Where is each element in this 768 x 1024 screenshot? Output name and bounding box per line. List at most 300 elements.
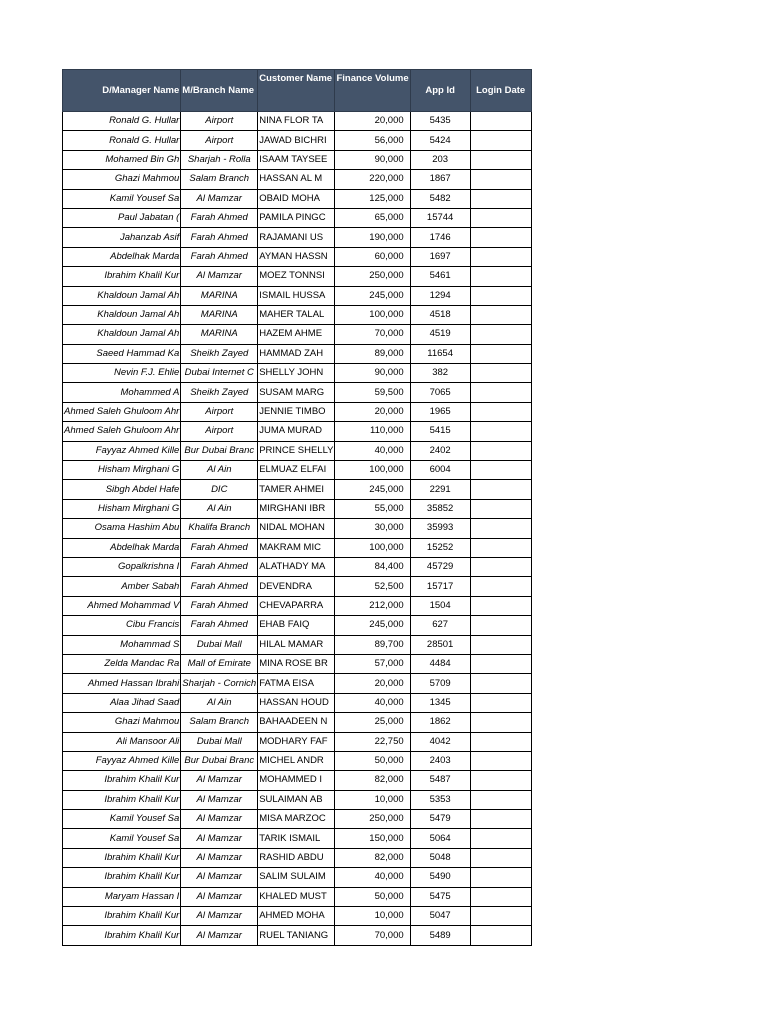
manager-cell[interactable]: Ibrahim Khalil Kur [63, 907, 181, 926]
customer-cell[interactable]: TAMER AHMEI [258, 480, 335, 499]
table-row [63, 907, 532, 926]
volume-cell[interactable]: 30,000 [335, 519, 410, 538]
branch-cell[interactable]: Farah Ahmed [181, 557, 258, 576]
app-id-cell[interactable]: 5479 [410, 810, 470, 829]
customer-cell[interactable]: MICHEL ANDR [258, 751, 335, 770]
branch-cell[interactable]: Al Mamzar [181, 829, 258, 848]
manager-cell[interactable]: Abdelhak Marda [63, 247, 181, 266]
customer-cell[interactable]: MODHARY FAF [258, 732, 335, 751]
manager-cell[interactable]: Mohamed Bin Gh [63, 150, 181, 169]
branch-cell[interactable]: Al Mamzar [181, 926, 258, 945]
app-id-cell[interactable]: 11654 [410, 344, 470, 363]
manager-cell[interactable]: Saeed Hammad Ka [63, 344, 181, 363]
app-id-cell[interactable]: 5709 [410, 674, 470, 693]
branch-cell[interactable]: Farah Ahmed [181, 538, 258, 557]
manager-cell[interactable]: Ronald G. Hullar [63, 112, 181, 131]
header-customer[interactable]: Customer Name [258, 70, 335, 112]
manager-cell[interactable]: Ahmed Saleh Ghuloom Ahr [63, 402, 181, 421]
volume-cell[interactable]: 57,000 [335, 654, 410, 673]
customer-cell[interactable]: FATMA EISA [258, 674, 335, 693]
login-date-cell[interactable] [470, 131, 531, 150]
table-row [63, 499, 532, 518]
manager-cell[interactable]: Ahmed Saleh Ghuloom Ahr [63, 422, 181, 441]
manager-cell[interactable]: Paul Jabatan ( [63, 208, 181, 227]
app-id-cell[interactable]: 2291 [410, 480, 470, 499]
app-id-cell[interactable]: 5461 [410, 267, 470, 286]
table-row [63, 713, 532, 732]
login-date-cell[interactable] [470, 422, 531, 441]
app-id-cell[interactable]: 382 [410, 364, 470, 383]
header-volume[interactable]: Finance Volume [335, 70, 410, 112]
branch-cell[interactable]: Al Mamzar [181, 267, 258, 286]
table-row [63, 519, 532, 538]
customer-cell[interactable]: MIRGHANI IBR [258, 499, 335, 518]
branch-cell[interactable]: Farah Ahmed [181, 577, 258, 596]
volume-cell[interactable]: 100,000 [335, 305, 410, 324]
app-id-cell[interactable]: 5435 [410, 112, 470, 131]
manager-cell[interactable]: Khaldoun Jamal Ah [63, 325, 181, 344]
table-row [63, 286, 532, 305]
branch-cell[interactable]: Khalifa Branch [181, 519, 258, 538]
customer-cell[interactable]: JAWAD BICHRI [258, 131, 335, 150]
manager-cell[interactable]: Ibrahim Khalil Kur [63, 771, 181, 790]
branch-cell[interactable]: Al Mamzar [181, 887, 258, 906]
manager-cell[interactable]: Ahmed Mohammad V [63, 596, 181, 615]
app-id-cell[interactable]: 35993 [410, 519, 470, 538]
volume-cell[interactable]: 245,000 [335, 286, 410, 305]
login-date-cell[interactable] [470, 887, 531, 906]
login-date-cell[interactable] [470, 208, 531, 227]
app-id-cell[interactable]: 1345 [410, 693, 470, 712]
volume-cell[interactable]: 50,000 [335, 887, 410, 906]
customer-cell[interactable]: NIDAL MOHAN [258, 519, 335, 538]
app-id-cell[interactable]: 5424 [410, 131, 470, 150]
volume-cell[interactable]: 125,000 [335, 189, 410, 208]
manager-cell[interactable]: Mohammad S [63, 635, 181, 654]
branch-cell[interactable]: Al Mamzar [181, 868, 258, 887]
manager-cell[interactable]: Ibrahim Khalil Kur [63, 848, 181, 867]
customer-cell[interactable]: MINA ROSE BR [258, 654, 335, 673]
branch-cell[interactable]: DIC [181, 480, 258, 499]
app-id-cell[interactable]: 203 [410, 150, 470, 169]
volume-cell[interactable]: 70,000 [335, 325, 410, 344]
volume-cell[interactable]: 150,000 [335, 829, 410, 848]
customer-cell[interactable]: SHELLY JOHN [258, 364, 335, 383]
volume-cell[interactable]: 82,000 [335, 848, 410, 867]
customer-cell[interactable]: SALIM SULAIM [258, 868, 335, 887]
login-date-cell[interactable] [470, 635, 531, 654]
login-date-cell[interactable] [470, 674, 531, 693]
volume-cell[interactable]: 56,000 [335, 131, 410, 150]
app-id-cell[interactable]: 5047 [410, 907, 470, 926]
manager-cell[interactable]: Sibgh Abdel Hafe [63, 480, 181, 499]
volume-cell[interactable]: 20,000 [335, 402, 410, 421]
manager-cell[interactable]: Kamil Yousef Sa [63, 829, 181, 848]
customer-cell[interactable]: TARIK ISMAIL [258, 829, 335, 848]
app-id-cell[interactable]: 2403 [410, 751, 470, 770]
login-date-cell[interactable] [470, 810, 531, 829]
customer-cell[interactable]: AHMED MOHA [258, 907, 335, 926]
volume-cell[interactable]: 110,000 [335, 422, 410, 441]
table-row [63, 868, 532, 887]
app-id-cell[interactable]: 7065 [410, 383, 470, 402]
login-date-cell[interactable] [470, 577, 531, 596]
branch-cell[interactable]: Dubai Mall [181, 635, 258, 654]
manager-cell[interactable]: Cibu Francis [63, 616, 181, 635]
volume-cell[interactable]: 40,000 [335, 868, 410, 887]
volume-cell[interactable]: 25,000 [335, 713, 410, 732]
table-row [63, 325, 532, 344]
customer-cell[interactable]: AYMAN HASSN [258, 247, 335, 266]
volume-cell[interactable]: 90,000 [335, 364, 410, 383]
app-id-cell[interactable]: 6004 [410, 461, 470, 480]
volume-cell[interactable]: 250,000 [335, 810, 410, 829]
branch-cell[interactable]: Sharjah - Cornich [181, 674, 258, 693]
login-date-cell[interactable] [470, 170, 531, 189]
app-id-cell[interactable]: 5489 [410, 926, 470, 945]
login-date-cell[interactable] [470, 751, 531, 770]
app-id-cell[interactable]: 4519 [410, 325, 470, 344]
spreadsheet [62, 69, 532, 946]
branch-cell[interactable]: Mall of Emirate [181, 654, 258, 673]
manager-cell[interactable]: Kamil Yousef Sa [63, 810, 181, 829]
volume-cell[interactable]: 212,000 [335, 596, 410, 615]
login-date-cell[interactable] [470, 228, 531, 247]
app-id-cell[interactable]: 5490 [410, 868, 470, 887]
app-id-cell[interactable]: 1504 [410, 596, 470, 615]
login-date-cell[interactable] [470, 693, 531, 712]
login-date-cell[interactable] [470, 732, 531, 751]
volume-cell[interactable]: 65,000 [335, 208, 410, 227]
volume-cell[interactable]: 82,000 [335, 771, 410, 790]
login-date-cell[interactable] [470, 829, 531, 848]
app-id-cell[interactable]: 35852 [410, 499, 470, 518]
login-date-cell[interactable] [470, 402, 531, 421]
table-row [63, 635, 532, 654]
branch-cell[interactable]: Dubai Mall [181, 732, 258, 751]
login-date-cell[interactable] [470, 771, 531, 790]
table-row [63, 751, 532, 770]
customer-cell[interactable]: MOHAMMED I [258, 771, 335, 790]
volume-cell[interactable]: 250,000 [335, 267, 410, 286]
manager-cell[interactable]: Ronald G. Hullar [63, 131, 181, 150]
login-date-cell[interactable] [470, 480, 531, 499]
volume-cell[interactable]: 190,000 [335, 228, 410, 247]
table-row [63, 170, 532, 189]
app-id-cell[interactable]: 5415 [410, 422, 470, 441]
branch-cell[interactable]: Al Ain [181, 693, 258, 712]
table-row [63, 422, 532, 441]
customer-cell[interactable]: JUMA MURAD [258, 422, 335, 441]
login-date-cell[interactable] [470, 150, 531, 169]
table-row [63, 557, 532, 576]
login-date-cell[interactable] [470, 325, 531, 344]
manager-cell[interactable]: Osama Hashim Abu [63, 519, 181, 538]
customer-cell[interactable]: MAKRAM MIC [258, 538, 335, 557]
header-row [63, 70, 532, 112]
table-row [63, 926, 532, 945]
branch-cell[interactable]: Al Mamzar [181, 907, 258, 926]
customer-cell[interactable]: MISA MARZOC [258, 810, 335, 829]
manager-cell[interactable]: Hisham Mirghani G [63, 461, 181, 480]
login-date-cell[interactable] [470, 616, 531, 635]
app-id-cell[interactable]: 5353 [410, 790, 470, 809]
branch-cell[interactable]: Salam Branch [181, 170, 258, 189]
volume-cell[interactable]: 22,750 [335, 732, 410, 751]
table-row [63, 771, 532, 790]
branch-cell[interactable]: Al Mamzar [181, 771, 258, 790]
customer-cell[interactable]: ALATHADY MA [258, 557, 335, 576]
login-date-cell[interactable] [470, 499, 531, 518]
branch-cell[interactable]: Sheikh Zayed [181, 344, 258, 363]
manager-cell[interactable]: Ghazi Mahmou [63, 713, 181, 732]
branch-cell[interactable]: Al Mamzar [181, 810, 258, 829]
branch-cell[interactable]: Dubai Internet C [181, 364, 258, 383]
volume-cell[interactable]: 50,000 [335, 751, 410, 770]
customer-cell[interactable]: MOEZ TONNSI [258, 267, 335, 286]
login-date-cell[interactable] [470, 344, 531, 363]
manager-cell[interactable]: Khaldoun Jamal Ah [63, 286, 181, 305]
volume-cell[interactable]: 20,000 [335, 674, 410, 693]
app-id-cell[interactable]: 5048 [410, 848, 470, 867]
login-date-cell[interactable] [470, 441, 531, 460]
customer-cell[interactable]: MAHER TALAL [258, 305, 335, 324]
customer-cell[interactable]: HASSAN AL M [258, 170, 335, 189]
branch-cell[interactable]: Farah Ahmed [181, 247, 258, 266]
manager-cell[interactable]: Ghazi Mahmou [63, 170, 181, 189]
manager-cell[interactable]: Ibrahim Khalil Kur [63, 926, 181, 945]
manager-cell[interactable]: Ibrahim Khalil Kur [63, 868, 181, 887]
table-row [63, 674, 532, 693]
login-date-cell[interactable] [470, 247, 531, 266]
volume-cell[interactable]: 40,000 [335, 441, 410, 460]
branch-cell[interactable]: Al Mamzar [181, 790, 258, 809]
manager-cell[interactable]: Amber Sabah [63, 577, 181, 596]
header-app-id[interactable]: App Id [410, 70, 470, 112]
login-date-cell[interactable] [470, 848, 531, 867]
app-id-cell[interactable]: 1746 [410, 228, 470, 247]
app-id-cell[interactable]: 4042 [410, 732, 470, 751]
manager-cell[interactable]: Fayyaz Ahmed Kille [63, 751, 181, 770]
app-id-cell[interactable]: 4484 [410, 654, 470, 673]
login-date-cell[interactable] [470, 305, 531, 324]
branch-cell[interactable]: Al Ain [181, 461, 258, 480]
branch-cell[interactable]: Airport [181, 402, 258, 421]
manager-cell[interactable]: Ibrahim Khalil Kur [63, 267, 181, 286]
manager-cell[interactable]: Ibrahim Khalil Kur [63, 790, 181, 809]
customer-cell[interactable]: SULAIMAN AB [258, 790, 335, 809]
volume-cell[interactable]: 59,500 [335, 383, 410, 402]
table-row [63, 189, 532, 208]
manager-cell[interactable]: Gopalkrishna I [63, 557, 181, 576]
table-row [63, 402, 532, 421]
branch-cell[interactable]: Sheikh Zayed [181, 383, 258, 402]
branch-cell[interactable]: Airport [181, 112, 258, 131]
manager-cell[interactable]: Ali Mansoor Ali [63, 732, 181, 751]
app-id-cell[interactable]: 1965 [410, 402, 470, 421]
manager-cell[interactable]: Mohammed A [63, 383, 181, 402]
table-row [63, 344, 532, 363]
manager-cell[interactable]: Maryam Hassan I [63, 887, 181, 906]
table-row [63, 654, 532, 673]
customer-cell[interactable]: HILAL MAMAR [258, 635, 335, 654]
login-date-cell[interactable] [470, 383, 531, 402]
manager-cell[interactable]: Nevin F.J. Ehlie [63, 364, 181, 383]
volume-cell[interactable]: 100,000 [335, 461, 410, 480]
table-row [63, 596, 532, 615]
login-date-cell[interactable] [470, 189, 531, 208]
table-row [63, 693, 532, 712]
table-row [63, 131, 532, 150]
table-row [63, 364, 532, 383]
customer-cell[interactable]: HAZEM AHME [258, 325, 335, 344]
customer-cell[interactable]: RUEL TANIANG [258, 926, 335, 945]
app-id-cell[interactable]: 5487 [410, 771, 470, 790]
app-id-cell[interactable]: 45729 [410, 557, 470, 576]
app-id-cell[interactable]: 15717 [410, 577, 470, 596]
volume-cell[interactable]: 40,000 [335, 693, 410, 712]
table-row [63, 848, 532, 867]
branch-cell[interactable]: Airport [181, 422, 258, 441]
login-date-cell[interactable] [470, 868, 531, 887]
branch-cell[interactable]: Bur Dubai Branc [181, 441, 258, 460]
login-date-cell[interactable] [470, 907, 531, 926]
login-date-cell[interactable] [470, 286, 531, 305]
login-date-cell[interactable] [470, 654, 531, 673]
branch-cell[interactable]: Farah Ahmed [181, 228, 258, 247]
manager-cell[interactable]: Khaldoun Jamal Ah [63, 305, 181, 324]
customer-cell[interactable]: KHALED MUST [258, 887, 335, 906]
volume-cell[interactable]: 84,400 [335, 557, 410, 576]
header-login-date[interactable]: Login Date [470, 70, 531, 112]
login-date-cell[interactable] [470, 364, 531, 383]
app-id-cell[interactable]: 1862 [410, 713, 470, 732]
manager-cell[interactable]: Jahanzab Asif [63, 228, 181, 247]
manager-cell[interactable]: Fayyaz Ahmed Kille [63, 441, 181, 460]
app-id-cell[interactable]: 627 [410, 616, 470, 635]
branch-cell[interactable]: Al Mamzar [181, 189, 258, 208]
branch-cell[interactable]: MARINA [181, 325, 258, 344]
customer-cell[interactable]: SUSAM MARG [258, 383, 335, 402]
login-date-cell[interactable] [470, 519, 531, 538]
customer-cell[interactable]: ELMUAZ ELFAI [258, 461, 335, 480]
table-row [63, 267, 532, 286]
app-id-cell[interactable]: 2402 [410, 441, 470, 460]
customer-cell[interactable]: RASHID ABDU [258, 848, 335, 867]
login-date-cell[interactable] [470, 926, 531, 945]
table-row [63, 577, 532, 596]
branch-cell[interactable]: Farah Ahmed [181, 596, 258, 615]
manager-cell[interactable]: Zelda Mandac Ra [63, 654, 181, 673]
table-row [63, 616, 532, 635]
volume-cell[interactable]: 10,000 [335, 907, 410, 926]
table-row [63, 480, 532, 499]
customer-cell[interactable]: PAMILA PINGC [258, 208, 335, 227]
login-date-cell[interactable] [470, 538, 531, 557]
branch-cell[interactable]: Bur Dubai Branc [181, 751, 258, 770]
header-branch[interactable]: M/Branch Name [181, 70, 258, 112]
login-date-cell[interactable] [470, 557, 531, 576]
app-id-cell[interactable]: 1867 [410, 170, 470, 189]
branch-cell[interactable]: Al Ain [181, 499, 258, 518]
volume-cell[interactable]: 60,000 [335, 247, 410, 266]
customer-cell[interactable]: CHEVAPARRA [258, 596, 335, 615]
manager-cell[interactable]: Hisham Mirghani G [63, 499, 181, 518]
manager-cell[interactable]: Kamil Yousef Sa [63, 189, 181, 208]
volume-cell[interactable]: 89,000 [335, 344, 410, 363]
header-manager[interactable]: D/Manager Name [63, 70, 181, 112]
app-id-cell[interactable]: 1294 [410, 286, 470, 305]
branch-cell[interactable]: MARINA [181, 305, 258, 324]
branch-cell[interactable]: Farah Ahmed [181, 208, 258, 227]
table-row [63, 228, 532, 247]
volume-cell[interactable]: 70,000 [335, 926, 410, 945]
login-date-cell[interactable] [470, 790, 531, 809]
volume-cell[interactable]: 100,000 [335, 538, 410, 557]
customer-cell[interactable]: DEVENDRA [258, 577, 335, 596]
volume-cell[interactable]: 245,000 [335, 616, 410, 635]
branch-cell[interactable]: Sharjah - Rolla [181, 150, 258, 169]
app-id-cell[interactable]: 15744 [410, 208, 470, 227]
customer-cell[interactable]: BAHAADEEN N [258, 713, 335, 732]
table-row [63, 441, 532, 460]
volume-cell[interactable]: 89,700 [335, 635, 410, 654]
customer-cell[interactable]: ISMAIL HUSSA [258, 286, 335, 305]
manager-cell[interactable]: Abdelhak Marda [63, 538, 181, 557]
app-id-cell[interactable]: 4518 [410, 305, 470, 324]
table-row [63, 305, 532, 324]
branch-cell[interactable]: MARINA [181, 286, 258, 305]
customer-cell[interactable]: HASSAN HOUD [258, 693, 335, 712]
app-id-cell[interactable]: 15252 [410, 538, 470, 557]
app-id-cell[interactable]: 28501 [410, 635, 470, 654]
customer-cell[interactable]: ISAAM TAYSEE [258, 150, 335, 169]
app-id-cell[interactable]: 1697 [410, 247, 470, 266]
app-id-cell[interactable]: 5482 [410, 189, 470, 208]
volume-cell[interactable]: 220,000 [335, 170, 410, 189]
volume-cell[interactable]: 20,000 [335, 112, 410, 131]
table-row [63, 732, 532, 751]
volume-cell[interactable]: 55,000 [335, 499, 410, 518]
volume-cell[interactable]: 10,000 [335, 790, 410, 809]
customer-cell[interactable]: HAMMAD ZAH [258, 344, 335, 363]
volume-cell[interactable]: 52,500 [335, 577, 410, 596]
manager-cell[interactable]: Alaa Jihad Saad [63, 693, 181, 712]
login-date-cell[interactable] [470, 267, 531, 286]
app-id-cell[interactable]: 5475 [410, 887, 470, 906]
table-row [63, 150, 532, 169]
login-date-cell[interactable] [470, 112, 531, 131]
table-row [63, 383, 532, 402]
login-date-cell[interactable] [470, 596, 531, 615]
customer-cell[interactable]: PRINCE SHELLY [258, 441, 335, 460]
login-date-cell[interactable] [470, 713, 531, 732]
branch-cell[interactable]: Salam Branch [181, 713, 258, 732]
customer-cell[interactable]: EHAB FAIQ [258, 616, 335, 635]
branch-cell[interactable]: Farah Ahmed [181, 616, 258, 635]
customer-cell[interactable]: JENNIE TIMBO [258, 402, 335, 421]
branch-cell[interactable]: Al Mamzar [181, 848, 258, 867]
volume-cell[interactable]: 90,000 [335, 150, 410, 169]
customer-cell[interactable]: NINA FLOR TA [258, 112, 335, 131]
app-id-cell[interactable]: 5064 [410, 829, 470, 848]
branch-cell[interactable]: Airport [181, 131, 258, 150]
customer-cell[interactable]: OBAID MOHA [258, 189, 335, 208]
customer-cell[interactable]: RAJAMANI US [258, 228, 335, 247]
login-date-cell[interactable] [470, 461, 531, 480]
manager-cell[interactable]: Ahmed Hassan Ibrahi [63, 674, 181, 693]
volume-cell[interactable]: 245,000 [335, 480, 410, 499]
